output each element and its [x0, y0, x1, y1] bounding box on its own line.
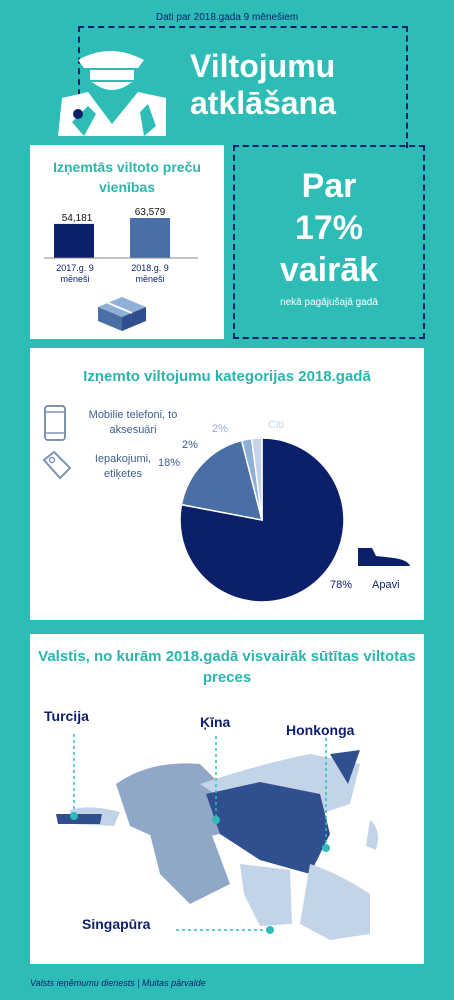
page-title [190, 48, 336, 122]
category-pie-chart [30, 348, 424, 620]
turcija-marker [70, 812, 78, 820]
pct-shoes: 78% [330, 579, 353, 591]
kina-marker [212, 816, 220, 824]
date-note: Dati par 2018.gada 9 mēnešiem [155, 12, 299, 23]
increase-value [235, 165, 423, 291]
countries-title: Valstis, no kurām 2018.gadā visvairāk sūtītas viltotas preces [38, 648, 416, 686]
label-shoes: Apavi [372, 579, 400, 591]
label-citi: Citi [268, 419, 284, 431]
bar-2017 [54, 224, 94, 258]
country-turcija: Turcija [44, 708, 89, 724]
shoe-icon [354, 544, 414, 568]
bar-label-2018: 2018.g. 9 mēneši [131, 263, 169, 284]
bar-label-2017: 2017.g. 9 mēneši [56, 263, 94, 284]
legend-phones: Mobilie telefoni, to aksesuāri [88, 409, 178, 436]
asia-map [30, 634, 424, 964]
singapura-marker [266, 926, 274, 934]
map-regions [56, 750, 378, 940]
country-honkonga: Honkonga [286, 722, 355, 738]
country-kina: Ķīna [200, 714, 231, 730]
pct-packaging: 18% [158, 457, 181, 469]
pct-phones: 2% [182, 439, 198, 451]
bar-value-2017: 54,181 [61, 213, 93, 224]
honkonga-marker [322, 844, 330, 852]
footer-credit: Valsts ieņēmumu dienests | Muitas pārvalde [30, 978, 206, 988]
country-singapura: Singapūra [82, 916, 151, 932]
legend-packaging: Iepakojumi, etiķetes [94, 453, 152, 480]
increase-subtitle: nekā pagājušajā gadā [280, 297, 378, 308]
increase-line-2: 17% [294, 209, 364, 247]
bar-value-2018: 63,579 [134, 207, 166, 218]
customs-officer-icon [48, 42, 178, 142]
title-line-1: Viltojumu [190, 48, 336, 84]
seized-units-title: Izņemtās viltoto preču vienības [53, 159, 201, 195]
increase-line-3: vairāk [279, 251, 379, 289]
pct-citi: 2% [212, 423, 228, 435]
increase-box [233, 145, 425, 339]
countries-card [30, 634, 424, 964]
increase-line-1: Par [301, 167, 357, 205]
categories-title: Izņemto viltojumu kategorijas 2018.gadā [83, 368, 371, 385]
title-line-2: atklāšana [190, 85, 336, 121]
bar-2018 [130, 218, 170, 258]
seized-units-card [30, 145, 224, 339]
categories-card [30, 348, 424, 620]
box-icon [94, 293, 150, 333]
